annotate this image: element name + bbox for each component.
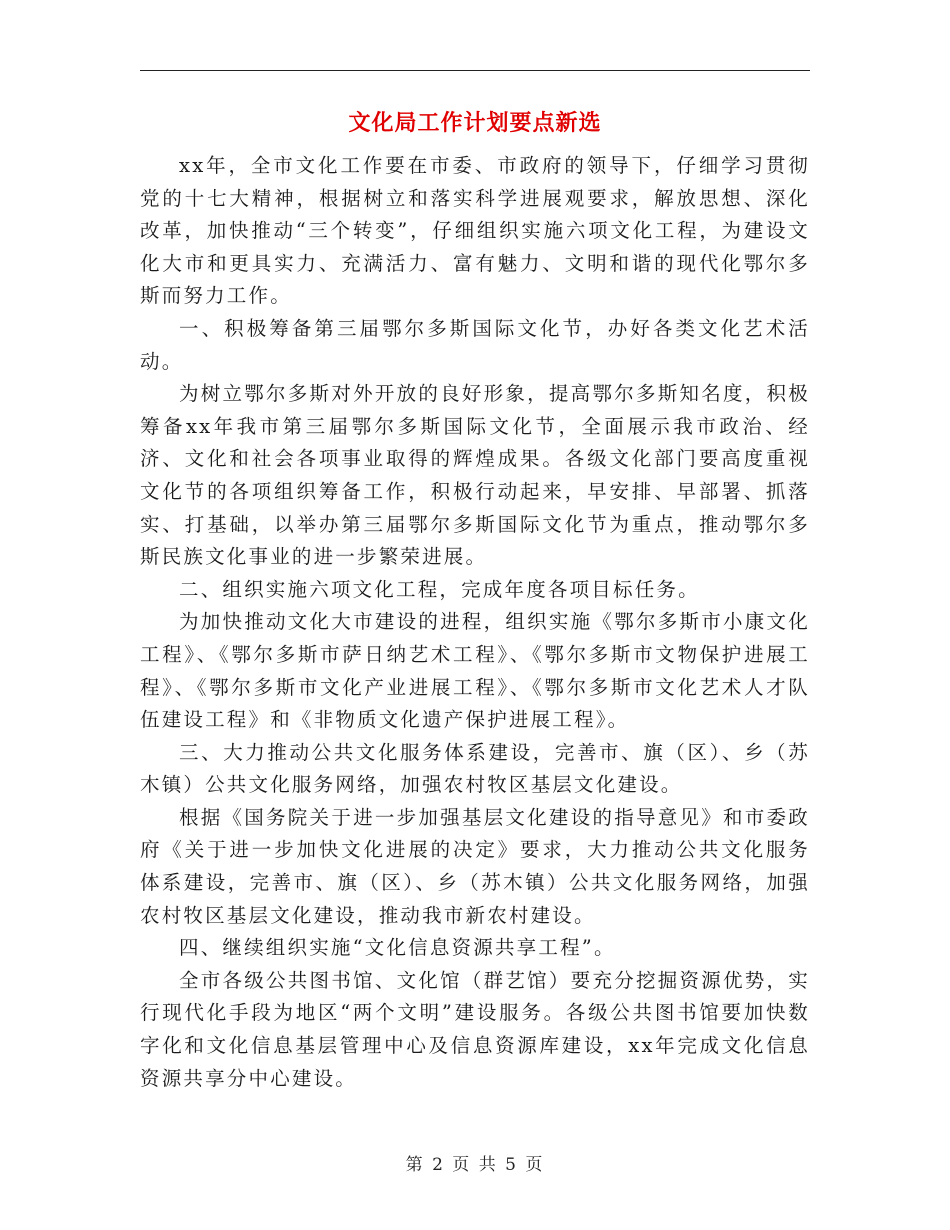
page-number: 第 2 页 共 5 页 (405, 1155, 545, 1175)
document-body (140, 150, 810, 1095)
paragraph-section-4: 全市各级公共图书馆、文化馆（群艺馆）要充分挖掘资源优势，实行现代化手段为地区“两个文明”建设服务。各级公共图书馆要加快数字化和文化信息基层管理中心及信息资源库建设，xx年完成文化信息资源共享分中心建设。 (140, 968, 810, 1090)
paragraph-section-3: 根据《国务院关于进一步加强基层文化建设的指导意见》和市委政府《关于进一步加快文化进展的决定》要求，大力推动公共文化服务体系建设，完善市、旗（区）、乡（苏木镇）公共文化服务网络，加强农村牧区基层文化建设，推动我市新农村建设。 (140, 805, 810, 927)
section-heading-4: 四、继续组织实施“文化信息资源共享工程”。 (179, 936, 616, 960)
section-heading-1: 一、积极筹备第三届鄂尔多斯国际文化节，办好各类文化艺术活动。 (140, 316, 810, 373)
section-heading-3: 三、大力推动公共文化服务体系建设，完善市、旗（区）、乡（苏木镇）公共文化服务网络，加强农村牧区基层文化建设。 (140, 740, 810, 797)
paragraph-section-1: 为树立鄂尔多斯对外开放的良好形象，提高鄂尔多斯知名度，积极筹备xx年我市第三届鄂尔多斯国际文化节，全面展示我市政治、经济、文化和社会各项事业取得的辉煌成果。各级文化部门要高度重视文化节的各项组织筹备工作，积极行动起来，早安排、早部署、抓落实、打基础，以举办第三届鄂尔多斯国际文化节为重点，推动鄂尔多斯民族文化事业的进一步繁荣进展。 (140, 382, 810, 569)
paragraph-section-2: 为加快推动文化大市建设的进程，组织实施《鄂尔多斯市小康文化工程》、《鄂尔多斯市萨日纳艺术工程》、《鄂尔多斯市文物保护进展工程》、《鄂尔多斯市文化产业进展工程》、《鄂尔多斯市文化艺术人才队伍建设工程》和《非物质文化遗产保护进展工程》。 (140, 610, 810, 732)
header-rule (140, 70, 810, 71)
paragraph-intro: xx年，全市文化工作要在市委、市政府的领导下，仔细学习贯彻党的十七大精神，根据树立和落实科学进展观要求，解放思想、深化改革，加快推动“三个转变”，仔细组织实施六项文化工程，为建设文化大市和更具实力、充满活力、富有魅力、文明和谐的现代化鄂尔多斯而努力工作。 (140, 154, 810, 308)
document-title: 文化局工作计划要点新选 (348, 111, 602, 136)
section-heading-2: 二、组织实施六项文化工程，完成年度各项目标任务。 (179, 577, 700, 601)
